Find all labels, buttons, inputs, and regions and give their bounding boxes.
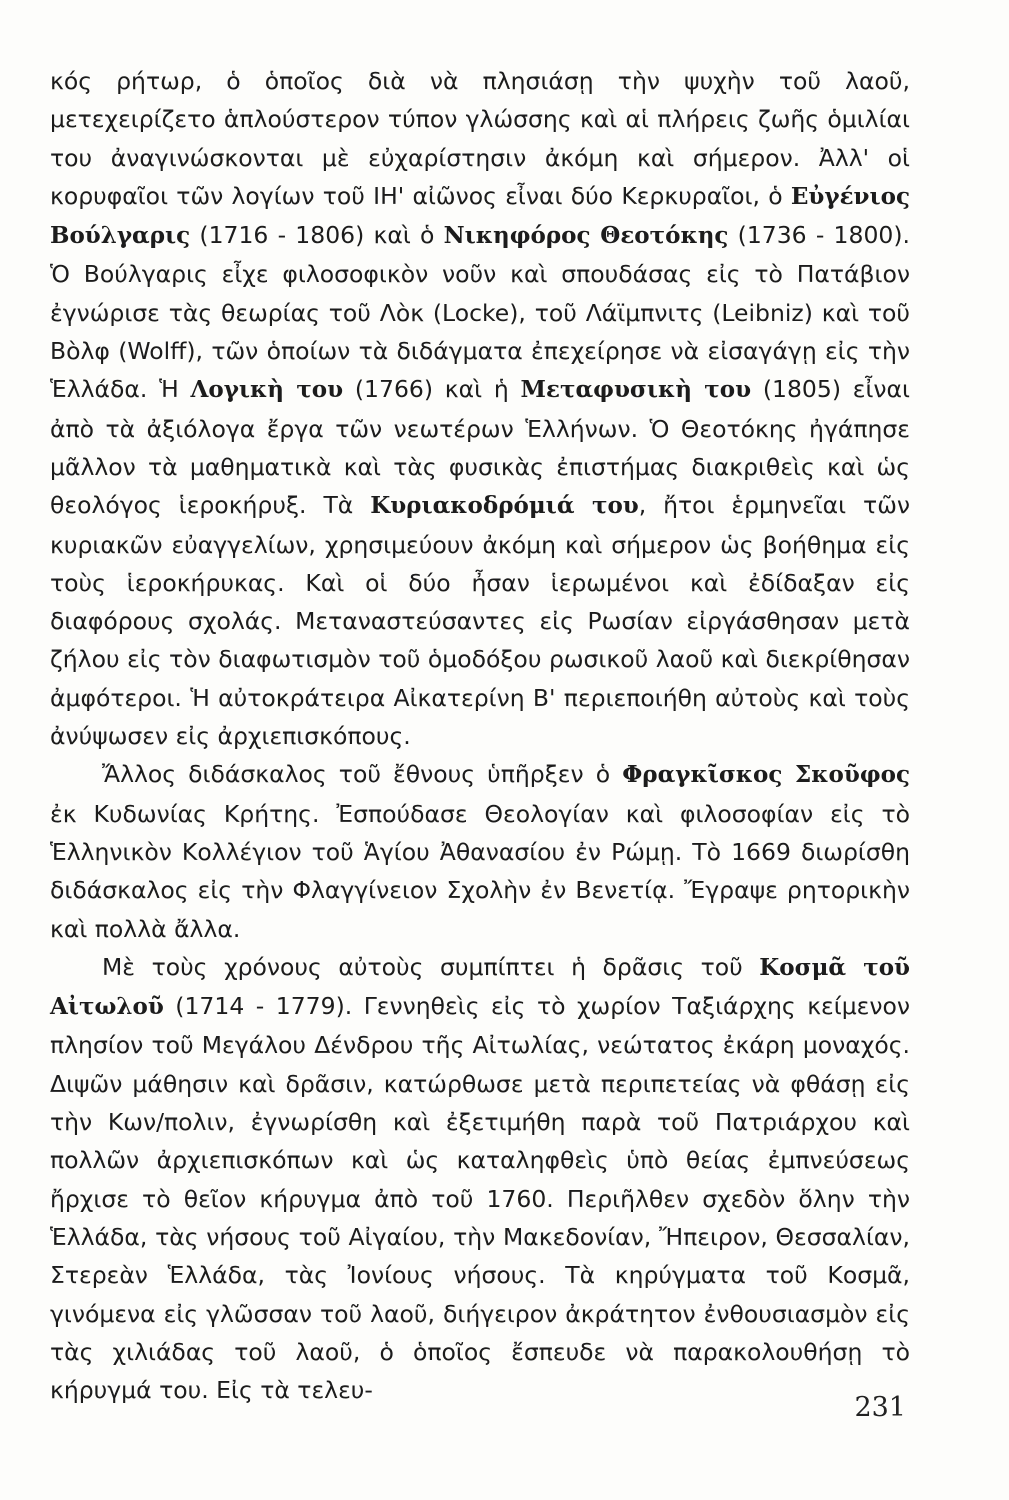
paragraph bbox=[50, 62, 910, 755]
text-run: (1766) καὶ ἡ bbox=[343, 375, 521, 404]
text-run: Ἄλλος διδάσκαλος τοῦ ἔθνους ὑπῆρξεν ὁ bbox=[102, 760, 623, 789]
text-run: (1714 - 1779). Γεννηθεὶς εἰς τὸ χωρίον Ταξιάρχης κείμενον πλησίον τοῦ Μεγάλου Δένδρου τῆς Αἰτωλίας, νεώτατος ἐκάρη μοναχός. Διψῶν μάθησιν καὶ δρᾶσιν, κατώρθωσε μετὰ περιπετείας νὰ φθάσῃ εἰς τὴν Κων/πολιν, ἐγνωρίσθη καὶ ἐξετιμήθη παρὰ τοῦ Πατριάρχου καὶ πολλῶν ἀρχιεπισκόπων καὶ ὡς καταληφθεὶς ὑπὸ θείας ἐμπνεύσεως ἤρχισε τὸ θεῖον κήρυγμα ἀπὸ τοῦ 1760. Περιῆλθεν σχεδὸν ὅλην τὴν Ἑλλάδα, τὰς νήσους τοῦ Αἰγαίου, τὴν Μακεδονίαν, Ἤπειρον, Θεσσαλίαν, Στερεὰν Ἑλλάδα, τὰς Ἰονίους νήσους. Τὰ κηρύγματα τοῦ Κοσμᾶ, γινόμενα εἰς γλῶσσαν τοῦ λαοῦ, διήγειρον ἀκράτητον ἐνθουσιασμὸν εἰς τὰς χιλιάδας τοῦ λαοῦ, ὁ ὁποῖος ἔσπευδε νὰ παρακολουθήσῃ τὸ κήρυγμά του. Εἰς τὰ τελευ- bbox=[50, 992, 910, 1405]
bold-name: Νικηφόρος Θεοτόκης bbox=[443, 222, 729, 250]
bold-name: Εὐγένιος Βούλγαρις bbox=[50, 182, 910, 250]
text-run: κός ρήτωρ, ὁ ὁποῖος διὰ νὰ πλησιάσῃ τὴν ψυχὴν τοῦ λαοῦ, μετεχειρίζετο ἁπλούστερον τύπον γλώσσης καὶ αἱ πλήρεις ζωῆς ὁμιλίαι του ἀναγινώσκονται μὲ εὐχαρίστησιν ἀκόμη καὶ σήμερον. Ἀλλ' οἱ κορυφαῖοι τῶν λογίων τοῦ ΙΗ' αἰῶνος εἶναι δύο Κερκυραῖοι, ὁ bbox=[50, 67, 910, 210]
text-run: , ἤτοι ἑρμηνεῖαι τῶν κυριακῶν εὐαγγελίων, χρησιμεύουν ἀκόμη καὶ σήμερον ὡς βοήθημα εἰς τοὺς ἱεροκήρυκας. Καὶ οἱ δύο ἦσαν ἱερωμένοι καὶ ἐδίδαξαν εἰς διαφόρους σχολάς. Μεταναστεύσαντες εἰς Ρωσίαν εἰργάσθησαν μετὰ ζήλου εἰς τὸν διαφωτισμὸν τοῦ ὁμοδόξου ρωσικοῦ λαοῦ καὶ διεκρίθησαν ἀμφότεροι. Ἡ αὐτοκράτειρα Αἰκατερίνη Β' περιεποιήθη αὐτοὺς καὶ τοὺς ἀνύψωσεν εἰς ἀρχιεπισκόπους. bbox=[50, 491, 910, 751]
text-run: (1736 - 1800). Ὁ Βούλγαρις εἶχε φιλοσοφικὸν νοῦν καὶ σπουδάσας εἰς τὸ Πατάβιον ἐγνώρισε τὰς θεωρίας τοῦ Λὸκ (Locke), τοῦ Λάϊμπνιτς (Leibniz) καὶ τοῦ Βὸλφ (Wolff), τῶν ὁποίων τὰ διδάγματα ἐπεχείρησε νὰ εἰσαγάγῃ εἰς τὴν Ἑλλάδα. Ἡ bbox=[50, 221, 910, 404]
text-run: ἐκ Κυδωνίας Κρήτης. Ἐσπούδασε Θεολογίαν καὶ φιλοσοφίαν εἰς τὸ Ἑλληνικὸν Κολλέγιον τοῦ Ἁγίου Ἀθανασίου ἐν Ρώμῃ. Τὸ 1669 διωρίσθη διδάσκαλος εἰς τὴν Φλαγγίνειον Σχολὴν ἐν Βενετίᾳ. Ἔγραψε ρητορικὴν καὶ πολλὰ ἄλλα. bbox=[50, 799, 910, 943]
text-run: (1805) εἶναι ἀπὸ τὰ ἀξιόλογα ἔργα τῶν νεωτέρων Ἑλλήνων. Ὁ Θεοτόκης ἠγάπησε μᾶλλον τὰ μαθηματικὰ καὶ τὰς φυσικὰς ἐπιστήμας διακριθεὶς καὶ ὡς θεολόγος ἱεροκήρυξ. Τὰ bbox=[50, 375, 910, 520]
bold-name: Λογικὴ του bbox=[190, 376, 344, 404]
text-run: Μὲ τοὺς χρόνους αὐτοὺς συμπίπτει ἡ δρᾶσις τοῦ bbox=[102, 952, 760, 981]
paragraph bbox=[50, 755, 910, 947]
paragraph bbox=[50, 948, 910, 1410]
bold-name: Μεταφυσικὴ του bbox=[520, 376, 752, 404]
bold-name: Κοσμᾶ τοῦ Αἰτωλοῦ bbox=[50, 953, 911, 1021]
text-run: (1716 - 1806) καὶ ὁ bbox=[190, 221, 444, 250]
bold-name: Κυριακοδρόμιά του bbox=[370, 492, 639, 520]
bold-name: Φραγκῖσκος Σκοῦφος bbox=[622, 761, 910, 789]
page-number: 231 bbox=[854, 1392, 906, 1423]
body-text bbox=[50, 62, 910, 1409]
